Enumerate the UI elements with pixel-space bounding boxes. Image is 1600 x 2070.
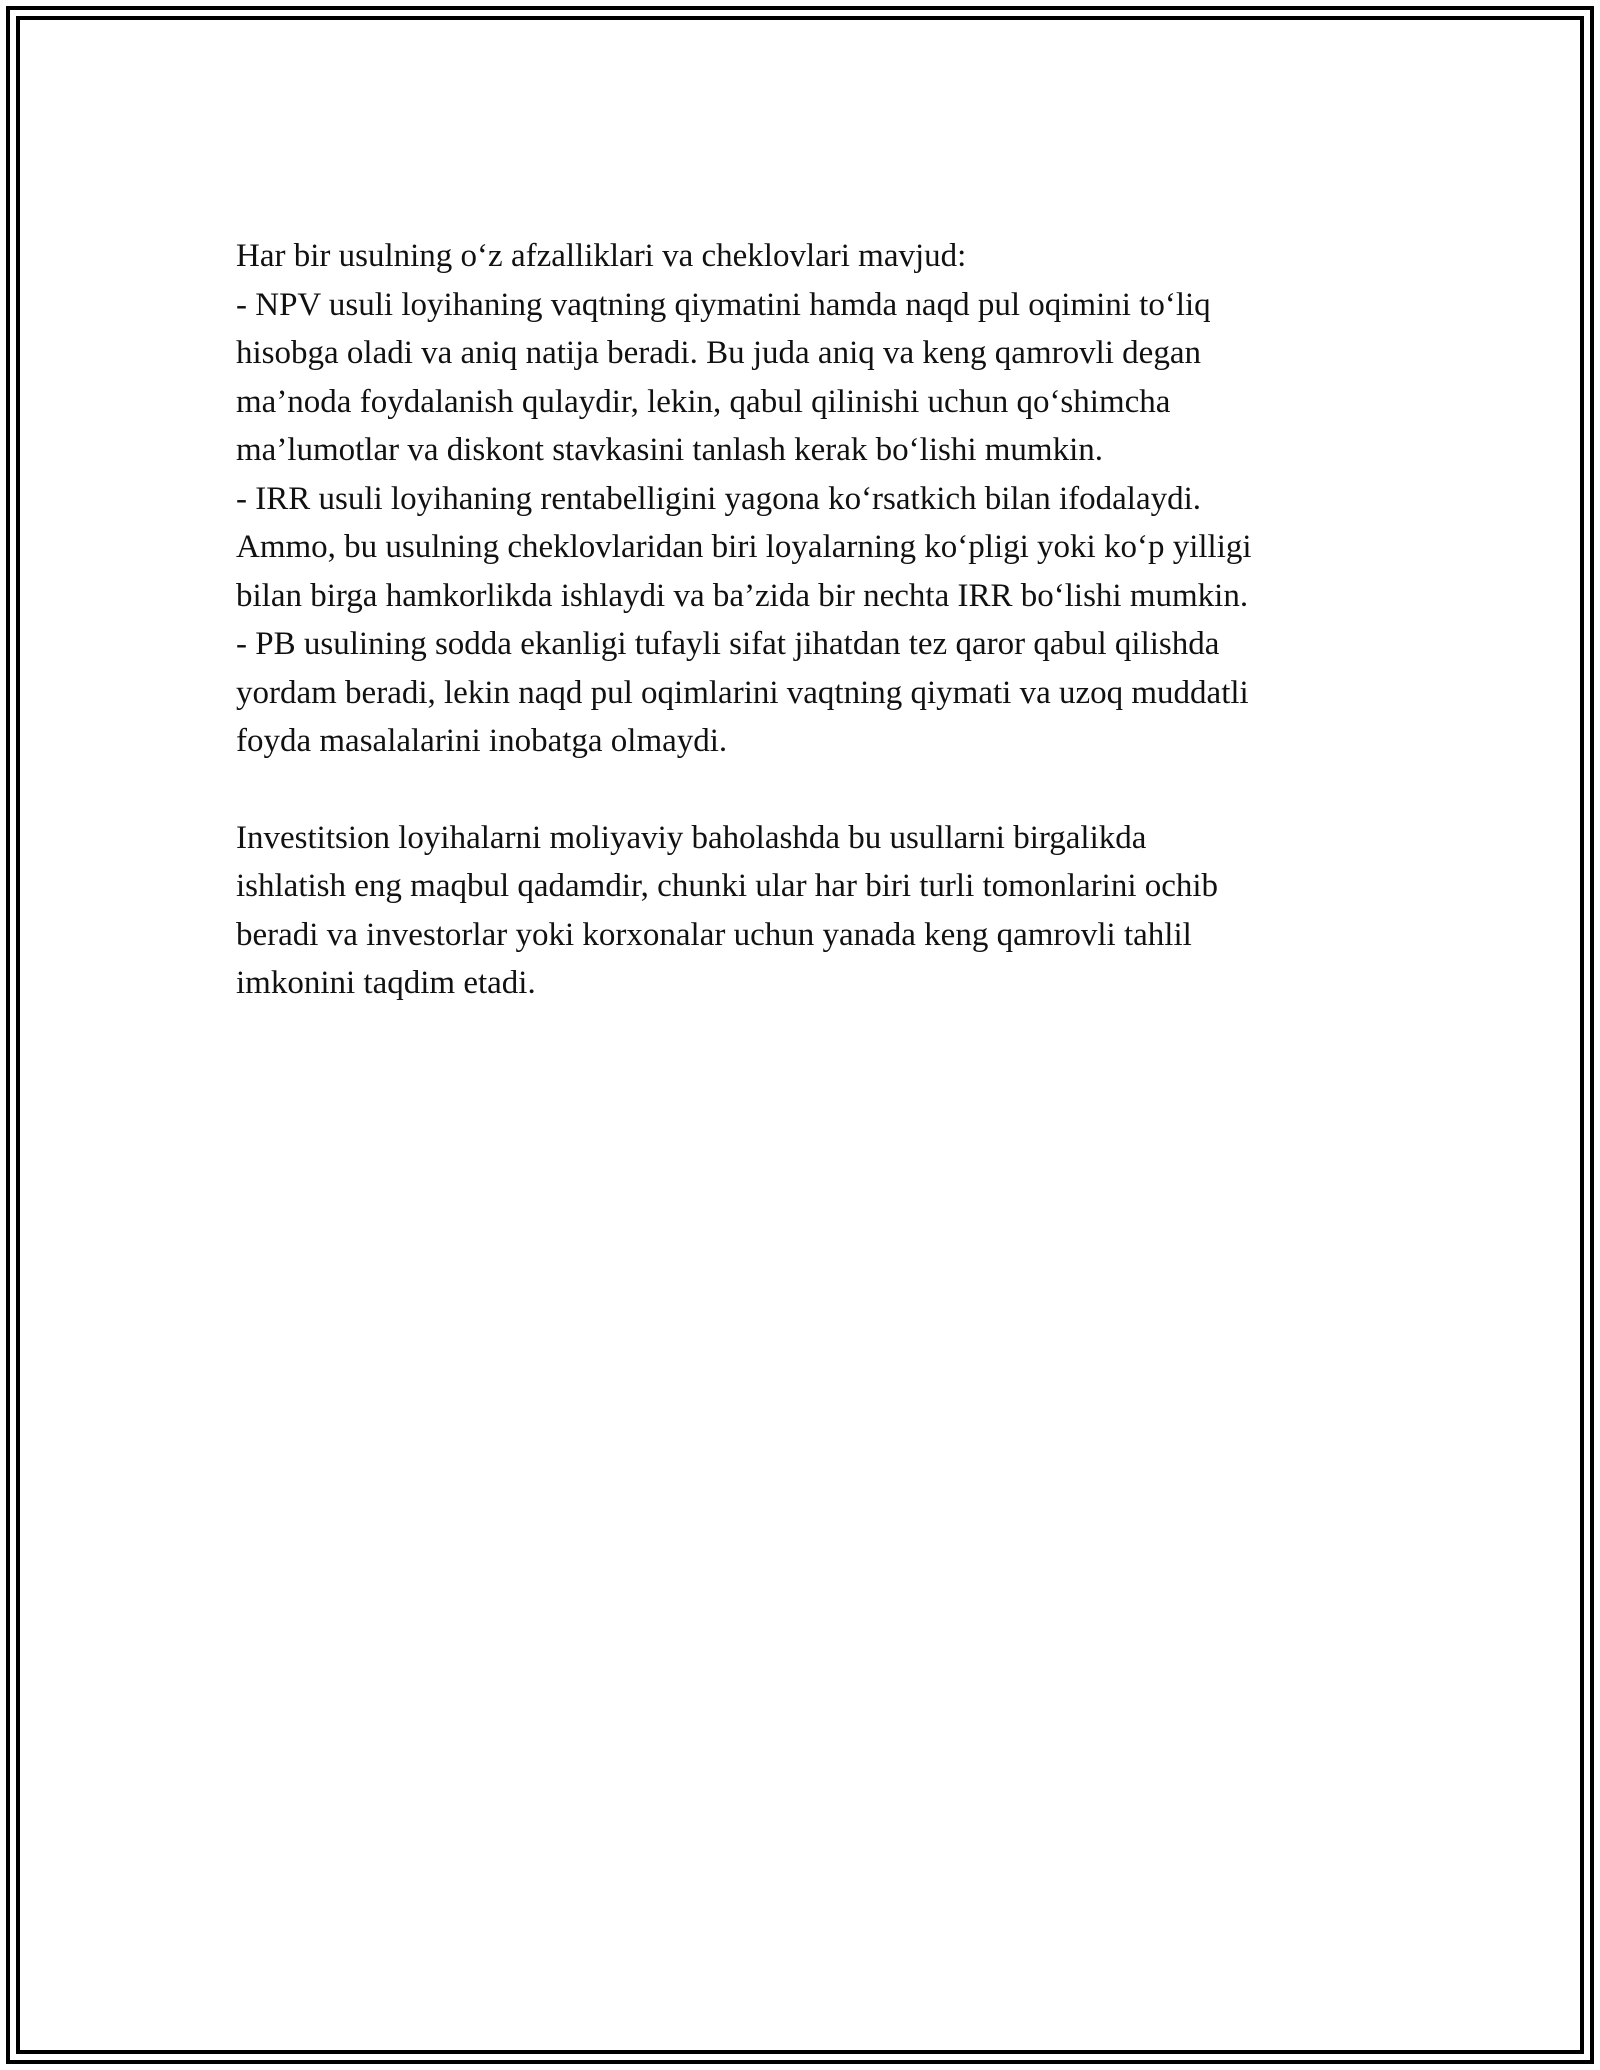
- paragraph-conclusion: Investitsion loyihalarni moliyaviy baholashda bu usullarni birgalikda ishlatish eng maqbul qadamdir, chunki ular har biri turli tomonlarini ochib beradi va investorlar yoki korxonalar uchun yanada keng qamrovli tahlil imkonini taqdim etadi.: [236, 819, 1219, 1001]
- document-body: [236, 232, 1396, 1008]
- paragraph-methods-comparison: Har bir usulning o‘z afzalliklari va cheklovlari mavjud: - NPV usuli loyihaning vaqtning qiymatini hamda naqd pul oqimini to‘liq hisobga oladi va aniq natija beradi. Bu juda aniq va keng qamrovli degan ma’noda foydalanish qulaydir, lekin, qabul qilinishi uchun qo‘shimcha ma’lumotlar va diskont stavkasini tanlash kerak bo‘lishi mumkin. - IRR usuli loyihaning rentabelligini yagona ko‘rsatkich bilan ifodalaydi. Ammo, bu usulning cheklovlaridan biri loyalarning ko‘pligi yoki ko‘p yilligi bilan birga hamkorlikda ishlaydi va ba’zida bir nechta IRR bo‘lishi mumkin. - PB usulining sodda ekanligi tufayli sifat jihatdan tez qaror qabul qilishda yordam beradi, lekin naqd pul oqimlarini vaqtning qiymati va uzoq muddatli foyda masalalarini inobatga olmaydi.: [236, 238, 1252, 759]
